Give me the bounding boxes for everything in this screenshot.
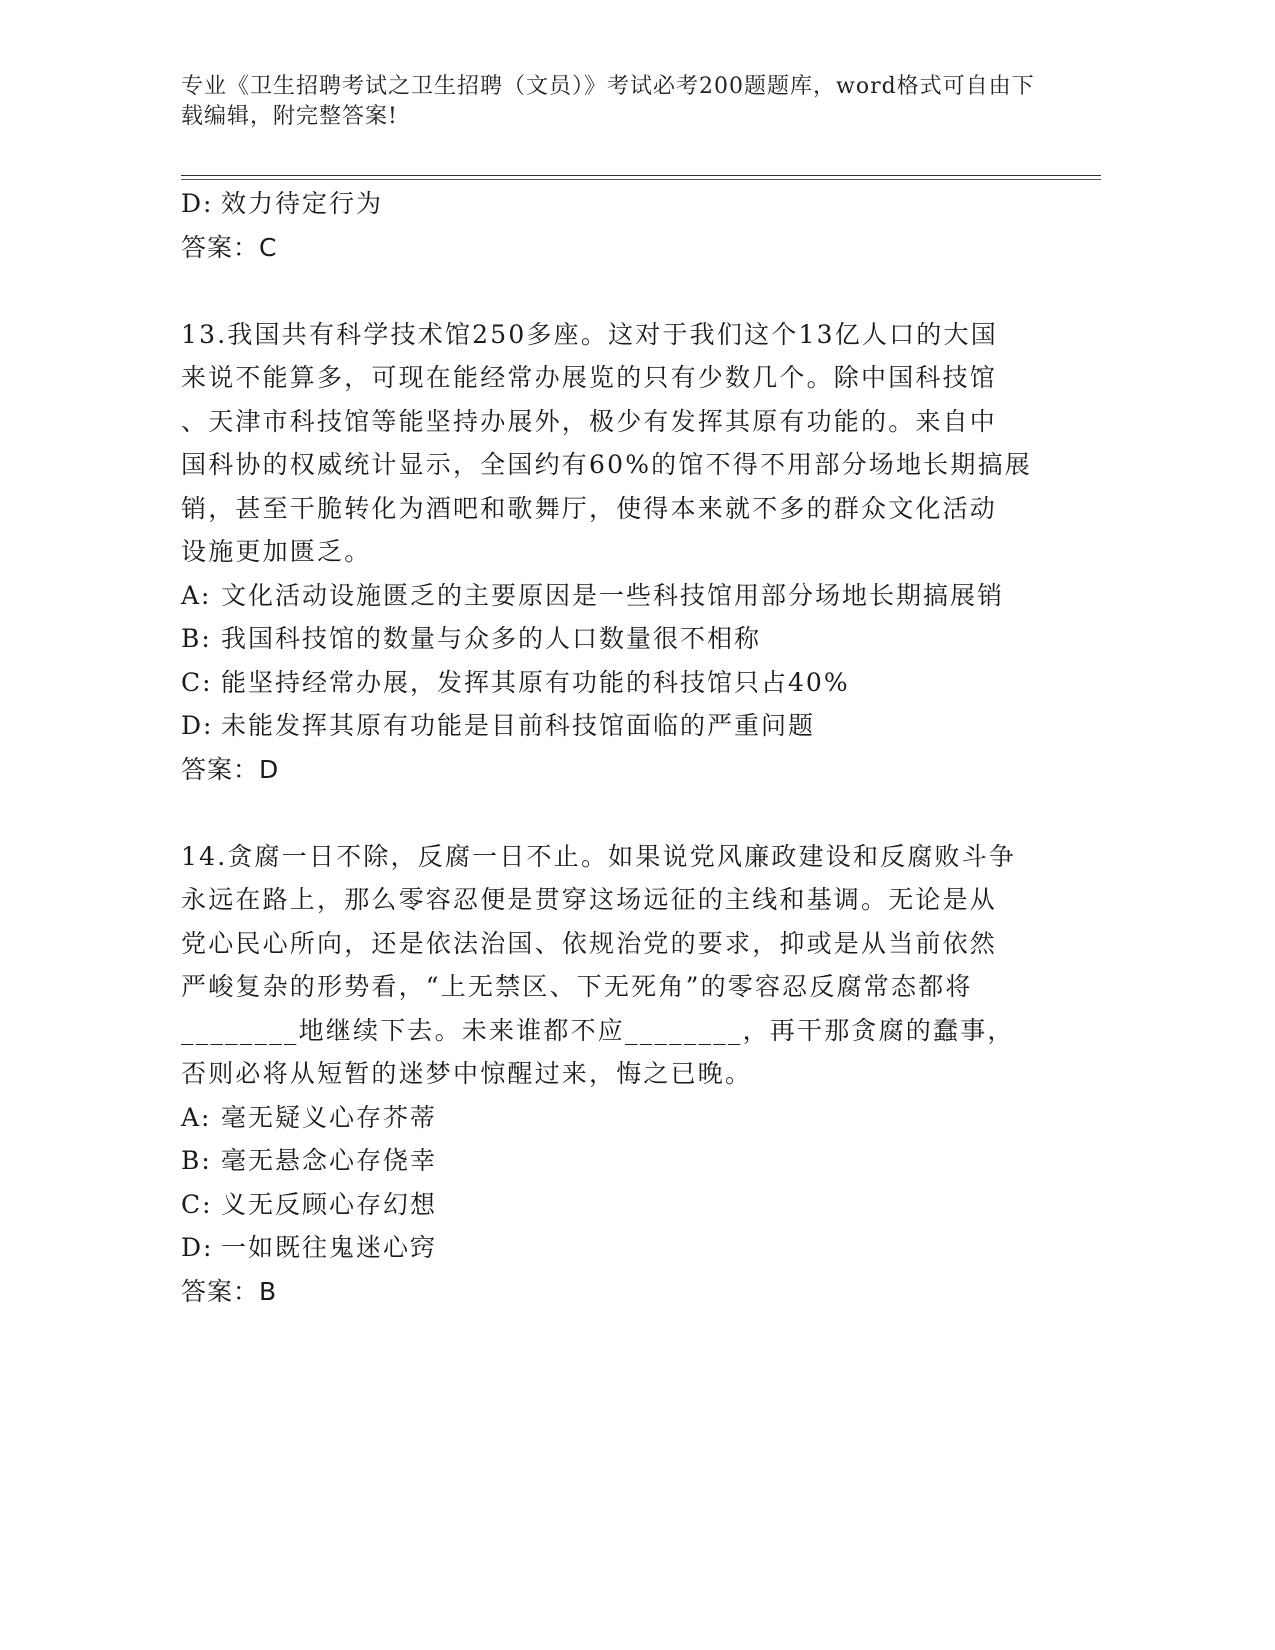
- question-14-option-c: [181, 1183, 1051, 1227]
- option-key: D:: [181, 1233, 214, 1262]
- option-key: A:: [181, 580, 212, 610]
- option-text: 效力待定行为: [221, 189, 384, 218]
- question-13-option-c: [181, 661, 1051, 705]
- option-key: C:: [181, 1189, 213, 1219]
- prev-question-option-d: [181, 182, 1051, 226]
- stem-line: 否则必将从短暂的迷梦中惊醒过来，悔之已晚。: [181, 1059, 753, 1088]
- question-14-answer: 答案：B: [181, 1276, 278, 1306]
- option-key: C:: [181, 667, 213, 697]
- document-header: 专业《卫生招聘考试之卫生招聘（文员）》考试必考200题题库，word格式可自由下载编辑，附完整答案!: [181, 74, 1035, 129]
- stem-line: 党心民心所向，还是依法治国、依规治党的要求，抑或是从当前依然: [181, 928, 998, 958]
- option-key: B:: [181, 1146, 212, 1175]
- option-key: D:: [181, 711, 214, 740]
- question-14-option-a: [181, 1096, 1051, 1140]
- stem-line: 13.我国共有科学技术馆250多座。这对于我们这个13亿人口的大国: [181, 319, 998, 349]
- stem-line: 设施更加匮乏。: [181, 537, 372, 566]
- question-13: [181, 313, 1051, 792]
- option-text: 毫无悬念心存侥幸: [221, 1146, 438, 1175]
- question-13-answer: 答案：D: [181, 754, 280, 784]
- option-key: D:: [181, 189, 214, 218]
- header-divider-thin: [181, 179, 1101, 180]
- stem-line: 、天津市科技馆等能坚持办展外，极少有发挥其原有功能的。来自中: [181, 406, 998, 436]
- question-13-option-b: [181, 617, 1051, 661]
- stem-line: 严峻复杂的形势看，“上无禁区、下无死角”的零容忍反腐常态都将: [181, 972, 973, 1001]
- question-14-option-b: [181, 1139, 1051, 1183]
- option-text: 一如既往鬼迷心窍: [221, 1233, 438, 1262]
- question-14: [181, 835, 1051, 1314]
- stem-line: 14.贪腐一日不除，反腐一日不止。如果说党风廉政建设和反腐败斗争: [181, 841, 1017, 871]
- option-key: B:: [181, 624, 212, 653]
- question-14-option-d: [181, 1226, 1051, 1270]
- stem-line: 永远在路上，那么零容忍便是贯穿这场远征的主线和基调。无论是从: [181, 885, 998, 914]
- question-14-stem: [181, 835, 1041, 1096]
- option-text: 我国科技馆的数量与众多的人口数量很不相称: [221, 624, 762, 653]
- question-13-stem: [181, 313, 1041, 574]
- stem-line: ________地继续下去。未来谁都不应________，再干那贪腐的蠢事，: [181, 1015, 1015, 1045]
- option-text: 毫无疑义心存芥蒂: [221, 1102, 438, 1132]
- stem-line: 国科协的权威统计显示，全国约有60%的馆不得不用部分场地长期搞展: [181, 450, 1032, 479]
- option-text: 能坚持经常办展，发挥其原有功能的科技馆只占40%: [221, 667, 850, 697]
- question-13-option-d: [181, 704, 1051, 748]
- header-divider-thick: [181, 175, 1101, 176]
- option-text: 文化活动设施匮乏的主要原因是一些科技馆用部分场地长期搞展销: [221, 580, 1005, 610]
- stem-line: 来说不能算多，可现在能经常办展览的只有少数几个。除中国科技馆: [181, 363, 998, 392]
- stem-line: 销，甚至干脆转化为酒吧和歌舞厅，使得本来就不多的群众文化活动: [181, 493, 998, 523]
- question-13-option-a: [181, 574, 1051, 618]
- option-text: 义无反顾心存幻想: [221, 1189, 438, 1219]
- option-text: 未能发挥其原有功能是目前科技馆面临的严重问题: [221, 711, 816, 740]
- document-body: [181, 182, 1051, 1314]
- prev-question-answer: 答案：C: [181, 232, 278, 262]
- option-key: A:: [181, 1102, 212, 1132]
